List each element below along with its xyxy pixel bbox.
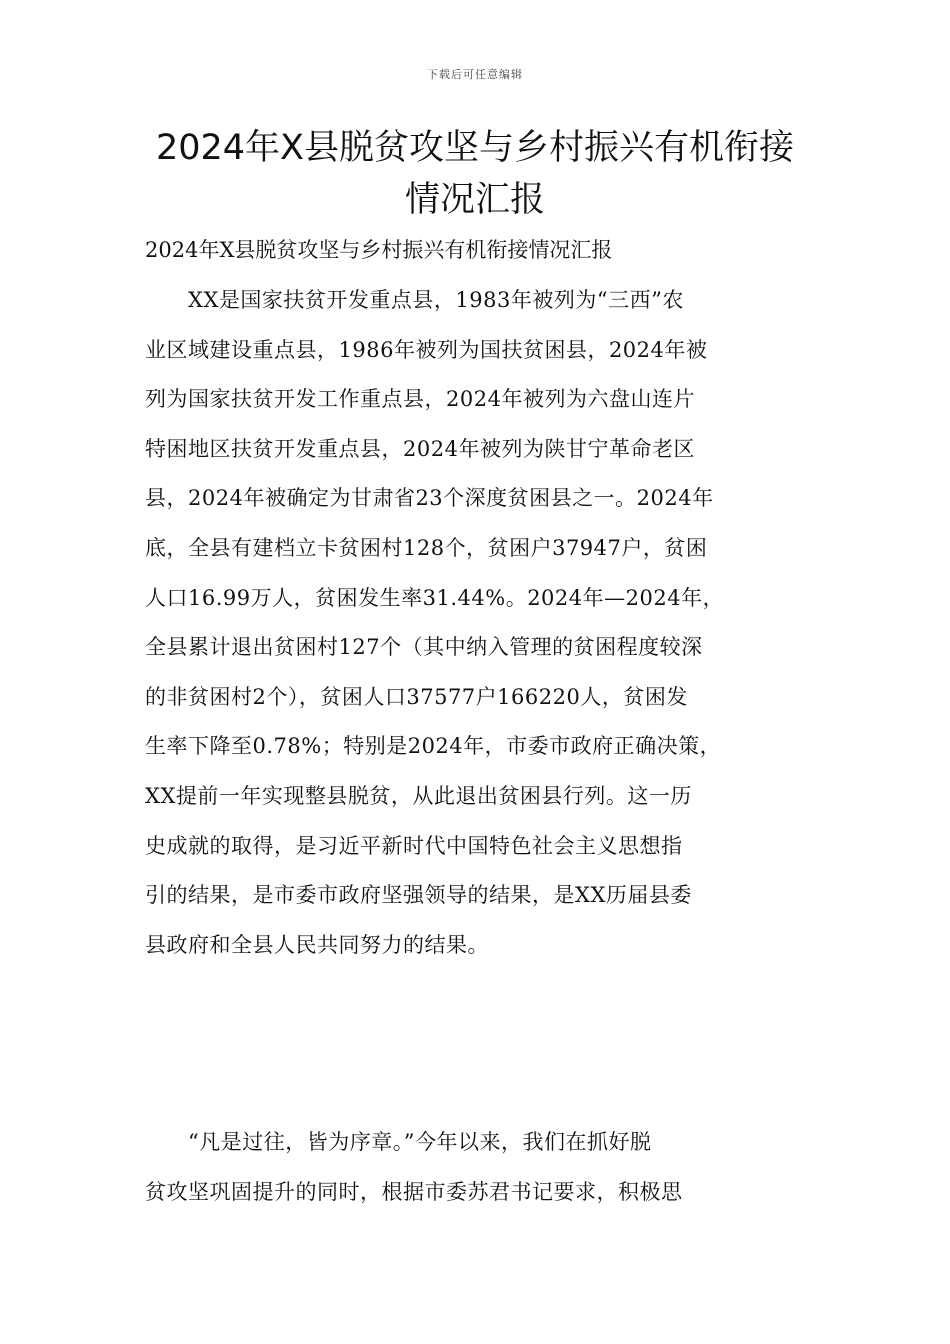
paragraph-line: “凡是过往，皆为序章。”今年以来，我们在抓好脱 — [145, 1130, 652, 1154]
paragraph-line: 的非贫困村2个），贫困人口37577户166220人，贫困发 — [145, 684, 688, 709]
paragraph-line: 底，全县有建档立卡贫困村128个，贫困户37947户，贫困 — [145, 535, 708, 560]
paragraph-line: 史成就的取得，是习近平新时代中国特色社会主义思想指 — [145, 833, 683, 858]
title-line-1: 2024年X县脱贫攻坚与乡村振兴有机衔接 — [155, 128, 795, 168]
document-title — [120, 122, 830, 226]
paragraph-line: 业区域建设重点县，1986年被列为国扶贫困县，2024年被 — [145, 337, 708, 362]
paragraph-2 — [145, 1118, 825, 1217]
paragraph-line: 生率下降至0.78%；特别是2024年，市委市政府正确决策， — [145, 734, 722, 759]
paragraph-line: 人口16.99万人，贫困发生率31.44%。2024年—2024年， — [145, 585, 725, 610]
paragraph-line: XX提前一年实现整县脱贫，从此退出贫困县行列。这一历 — [145, 783, 692, 808]
paragraph-line: 县政府和全县人民共同努力的结果。 — [145, 932, 489, 957]
paragraph-line: 引的结果，是市委市政府坚强领导的结果，是XX历届县委 — [145, 883, 692, 908]
paragraph-line: 特困地区扶贫开发重点县，2024年被列为陕甘宁革命老区 — [145, 436, 695, 461]
paragraph-line: 贫攻坚巩固提升的同时，根据市委苏君书记要求，积极思 — [145, 1179, 683, 1204]
title-line-2: 情况汇报 — [404, 180, 545, 220]
paragraph-1 — [145, 276, 825, 970]
header-note: 下载后可任意编辑 — [427, 68, 523, 81]
paragraph-line: 列为国家扶贫开发工作重点县，2024年被列为六盘山连片 — [145, 387, 695, 412]
document-subtitle: 2024年X县脱贫攻坚与乡村振兴有机衔接情况汇报 — [145, 238, 613, 262]
paragraph-line: 县，2024年被确定为甘肃省23个深度贫困县之一。2024年 — [145, 486, 714, 511]
paragraph-line: XX是国家扶贫开发重点县，1983年被列为“三西”农 — [145, 288, 684, 312]
paragraph-line: 全县累计退出贫困村127个（其中纳入管理的贫困程度较深 — [145, 635, 703, 660]
